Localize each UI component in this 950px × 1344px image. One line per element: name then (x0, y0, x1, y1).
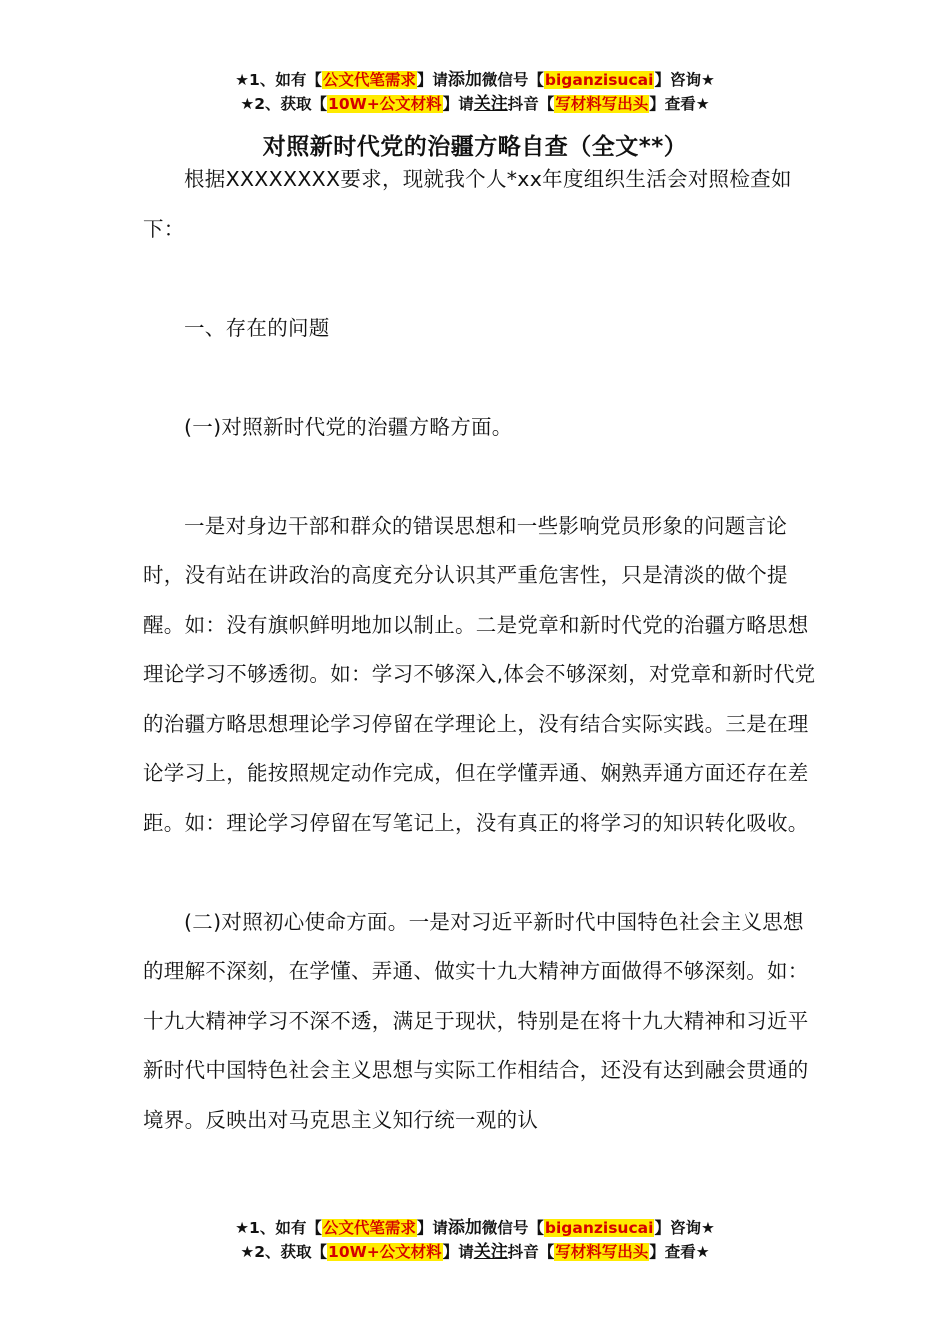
section-heading: 一、存在的问题 (184, 315, 330, 340)
promo-line-1 (0, 68, 950, 92)
promo-text: ★2、获取【 (240, 1243, 328, 1261)
promo-text: 】咨询★ (654, 1219, 715, 1237)
promo-text: 抖音【 (507, 1243, 555, 1261)
promo-banner-bottom (0, 1216, 950, 1264)
promo-text: 微信号【 (481, 1219, 544, 1237)
promo-line-1 (0, 1216, 950, 1240)
document-title: 对照新时代党的治疆方略自查（全文**） (262, 134, 688, 160)
promo-line-2 (0, 92, 950, 116)
promo-banner-top (0, 68, 950, 116)
promo-highlight: 10W+公文材料 (328, 1243, 442, 1261)
promo-text: 关注 (473, 1242, 508, 1262)
promo-highlight: 10W+公文材料 (328, 95, 442, 113)
promo-douyin-id: 写材料写出头 (555, 1243, 649, 1261)
promo-text: 微信号【 (481, 71, 544, 89)
promo-text: ★1、如有【 (235, 1219, 322, 1237)
promo-text: 】查看★ (649, 95, 710, 113)
paragraph-body: (二)对照初心使命方面。一是对习近平新时代中国特色社会主义思想的理解不深刻，在学懂、弄通、做实十九大精神方面做得不够深刻。如：十九大精神学习不深不透，满足于现状，特别是在将十九大精神和习近平新时代中国特色社会主义思想与实际工作相结合，还没有达到融会贯通的境界。反映出对马克思主义知行统一观的认 (143, 909, 809, 1132)
paragraph-body: 一是对身边干部和群众的错误思想和一些影响党员形象的问题言论时，没有站在讲政治的高度充分认识其严重危害性，只是清淡的做个提醒。如：没有旗帜鲜明地加以制止。二是党章和新时代党的治疆方略思想理论学习不够透彻。如：学习不够深入,体会不够深刻，对党章和新时代党的治疆方略思想理论学习停留在学理论上，没有结合实际实践。三是在理论学习上，能按照规定动作完成，但在学懂弄通、娴熟弄通方面还存在差距。如：理论学习停留在写笔记上，没有真正的将学习的知识转化吸收。 (143, 513, 816, 835)
promo-text: 】请 (442, 1243, 474, 1261)
promo-text: 添加 (447, 70, 482, 90)
promo-text: 关注 (473, 94, 508, 114)
promo-wechat-id: biganzisucai (544, 71, 654, 89)
document-body (143, 155, 823, 1145)
promo-text: ★1、如有【 (235, 71, 322, 89)
promo-text: 添加 (447, 1218, 482, 1238)
paragraph-intro: 根据XXXXXXXX要求，现就我个人*xx年度组织生活会对照检查如下： (143, 167, 792, 241)
promo-text: 】请 (416, 71, 448, 89)
promo-text: 】查看★ (649, 1243, 710, 1261)
promo-text: 】请 (442, 95, 474, 113)
promo-wechat-id: biganzisucai (544, 1219, 654, 1237)
promo-text: 】咨询★ (654, 71, 715, 89)
promo-highlight: 公文代笔需求 (322, 1219, 416, 1237)
promo-text: 抖音【 (507, 95, 555, 113)
promo-line-2 (0, 1240, 950, 1264)
promo-douyin-id: 写材料写出头 (555, 95, 649, 113)
promo-text: 】请 (416, 1219, 448, 1237)
subsection-heading: (一)对照新时代党的治疆方略方面。 (184, 414, 513, 439)
promo-text: ★2、获取【 (240, 95, 328, 113)
promo-highlight: 公文代笔需求 (322, 71, 416, 89)
